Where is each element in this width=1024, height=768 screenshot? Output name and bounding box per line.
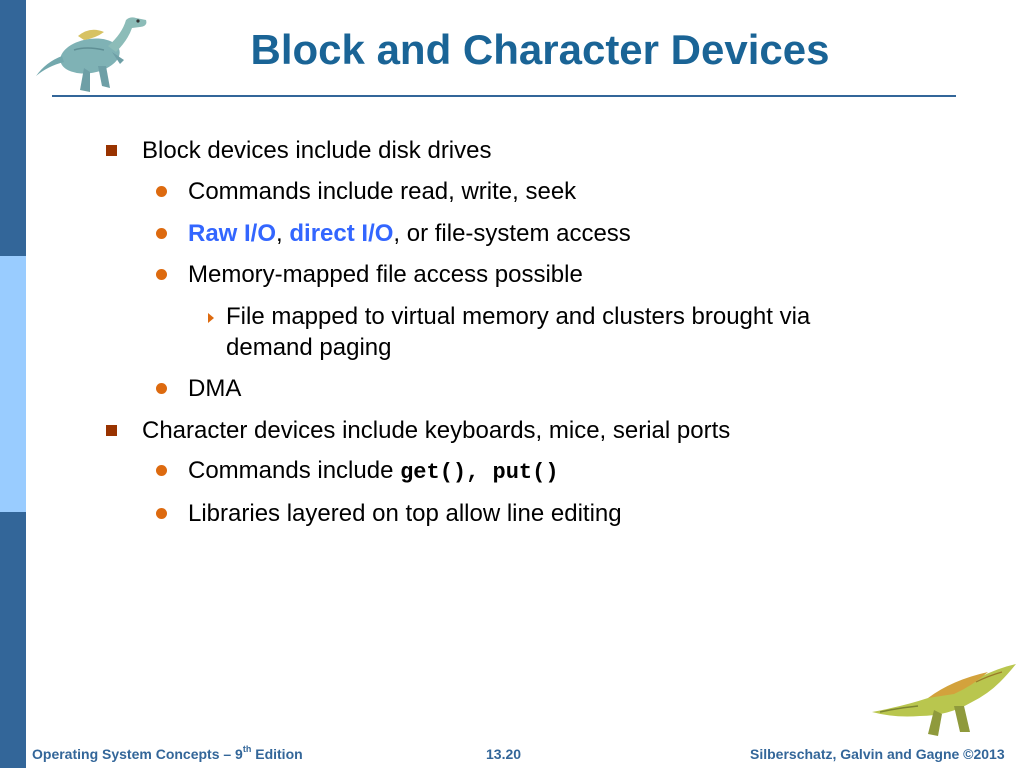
- bullet-block-devices: Block devices include disk drives: [142, 137, 492, 164]
- bullet-char-commands: [188, 456, 559, 488]
- square-bullet-icon: [106, 425, 117, 436]
- square-bullet-icon: [106, 145, 117, 156]
- footer-copyright: Silberschatz, Galvin and Gagne ©2013: [750, 746, 1005, 762]
- separator-comma: ,: [276, 220, 290, 247]
- bullet-file-mapped-line2: demand paging: [226, 334, 392, 361]
- footer-book-title: [32, 744, 303, 764]
- dot-bullet-icon: [156, 269, 167, 280]
- bullet-file-mapped-line1: File mapped to virtual memory and clusters brought via: [226, 303, 811, 330]
- bullet-raw-direct-io: [188, 219, 631, 249]
- raw-io-term: Raw I/O: [188, 220, 277, 247]
- dot-bullet-icon: [156, 465, 167, 476]
- footer-book-suffix: Edition: [251, 746, 303, 762]
- footer-book-sup: th: [242, 744, 252, 755]
- slide-title: Block and Character Devices: [250, 26, 830, 73]
- char-commands-text: Commands include: [188, 457, 401, 484]
- fs-access-text: , or file-system access: [393, 220, 631, 247]
- bullet-block-commands: Commands include read, write, seek: [188, 178, 577, 205]
- bullet-dma: DMA: [188, 375, 242, 402]
- direct-io-term: direct I/O: [289, 220, 394, 247]
- bullet-character-devices: Character devices include keyboards, mice, serial ports: [142, 417, 731, 444]
- bullet-libraries: Libraries layered on top allow line editing: [188, 500, 622, 527]
- footer-book-prefix: Operating System Concepts – 9: [32, 746, 243, 762]
- char-commands-code: get(), put(): [400, 460, 559, 485]
- dot-bullet-icon: [156, 508, 167, 519]
- dot-bullet-icon: [156, 186, 167, 197]
- arrow-bullet-icon: [208, 313, 214, 323]
- bullet-memory-mapped: Memory-mapped file access possible: [188, 261, 583, 288]
- dot-bullet-icon: [156, 228, 167, 239]
- footer-page-number: 13.20: [486, 746, 522, 762]
- dot-bullet-icon: [156, 383, 167, 394]
